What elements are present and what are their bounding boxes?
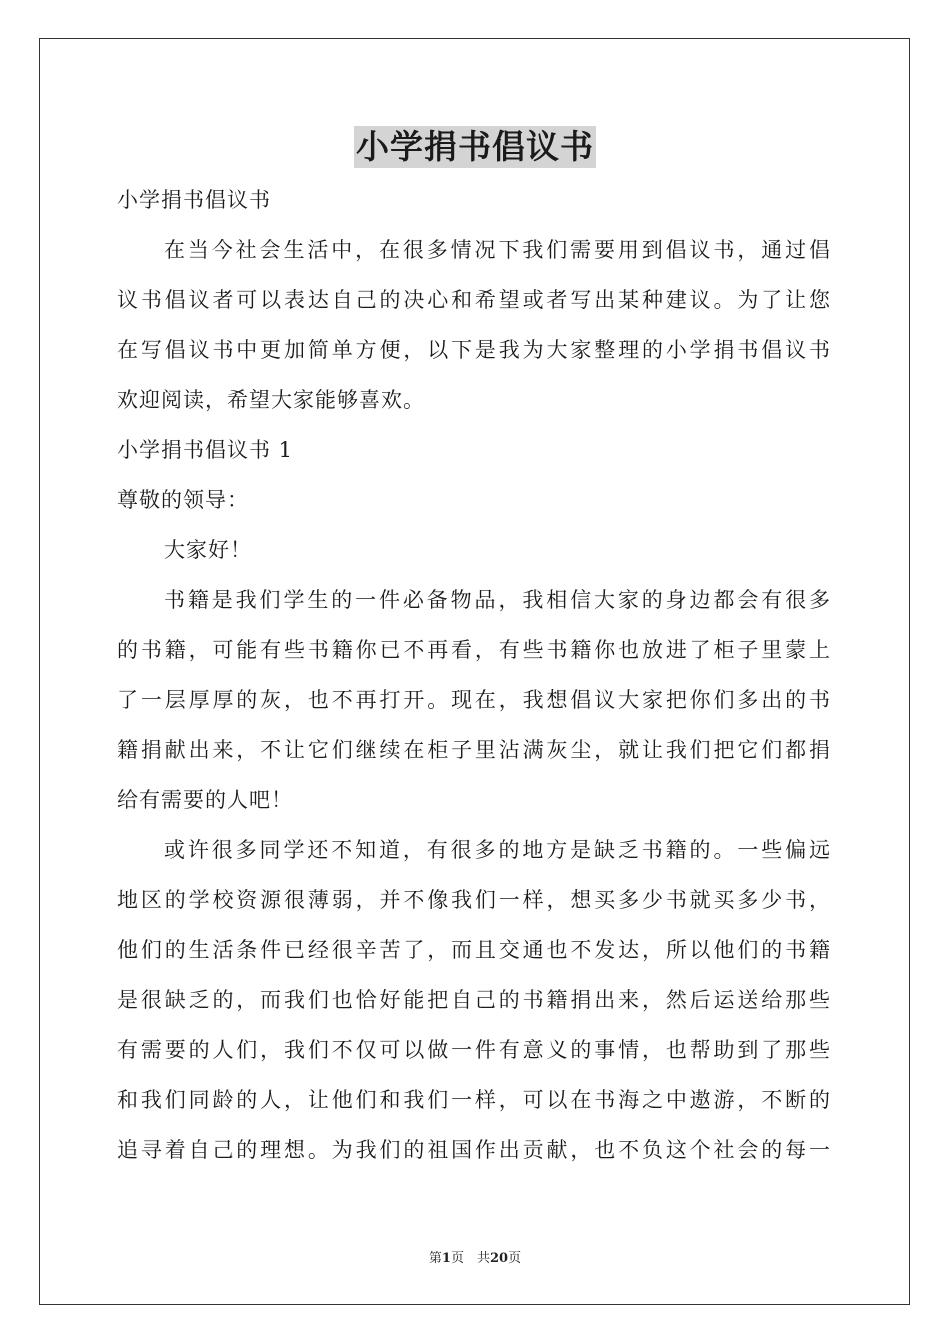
text-line: 在写倡议书中更加简单方便，以下是我为大家整理的小学捐书倡议书 [117, 338, 831, 362]
text-line: 大家好！ [164, 538, 252, 562]
text-line: 和我们同龄的人，让他们和我们一样，可以在书海之中遨游，不断的 [117, 1088, 831, 1112]
footer-page-total: 20 [489, 1251, 509, 1266]
footer-page-prefix: 第 [428, 1251, 442, 1266]
footer-page-current: 1 [441, 1251, 451, 1266]
paragraph-lines [117, 225, 831, 1175]
text-line: 有需要的人们，我们不仅可以做一件有意义的事情，也帮助到了那些 [117, 1038, 831, 1062]
text-line: 小学捐书倡议书 1 [117, 438, 294, 462]
title-container [0, 126, 950, 168]
text-line: 在当今社会生活中，在很多情况下我们需要用到倡议书，通过倡 [164, 238, 831, 262]
footer-page-suffix: 页 [508, 1251, 522, 1266]
footer-page-mid: 页 共 [450, 1251, 490, 1266]
document-subtitle: 小学捐书倡议书 [117, 188, 271, 212]
text-line: 他们的生活条件已经很辛苦了，而且交通也不发达，所以他们的书籍 [117, 938, 831, 962]
text-line: 的书籍，可能有些书籍你已不再看，有些书籍你也放进了柜子里蒙上 [117, 638, 831, 662]
document-body [117, 175, 831, 1175]
text-line: 籍捐献出来，不让它们继续在柜子里沾满灰尘，就让我们把它们都捐 [117, 738, 831, 762]
text-line: 书籍是我们学生的一件必备物品，我相信大家的身边都会有很多 [164, 588, 831, 612]
text-line: 欢迎阅读，希望大家能够喜欢。 [117, 388, 425, 412]
text-line: 尊敬的领导： [117, 488, 249, 512]
text-line: 了一层厚厚的灰，也不再打开。现在，我想倡议大家把你们多出的书 [117, 688, 831, 712]
text-line: 追寻着自己的理想。为我们的祖国作出贡献，也不负这个社会的每一 [117, 1138, 831, 1162]
text-line: 给有需要的人吧！ [117, 788, 293, 812]
text-line: 地区的学校资源很薄弱，并不像我们一样，想买多少书就买多少书， [117, 888, 831, 912]
text-line: 议书倡议者可以表达自己的决心和希望或者写出某种建议。为了让您 [117, 288, 831, 312]
page-footer [0, 1247, 950, 1266]
text-line: 是很缺乏的，而我们也恰好能把自己的书籍捐出来，然后运送给那些 [117, 988, 831, 1012]
text-line: 或许很多同学还不知道，有很多的地方是缺乏书籍的。一些偏远 [164, 838, 831, 862]
document-title: 小学捐书倡议书 [356, 127, 594, 166]
